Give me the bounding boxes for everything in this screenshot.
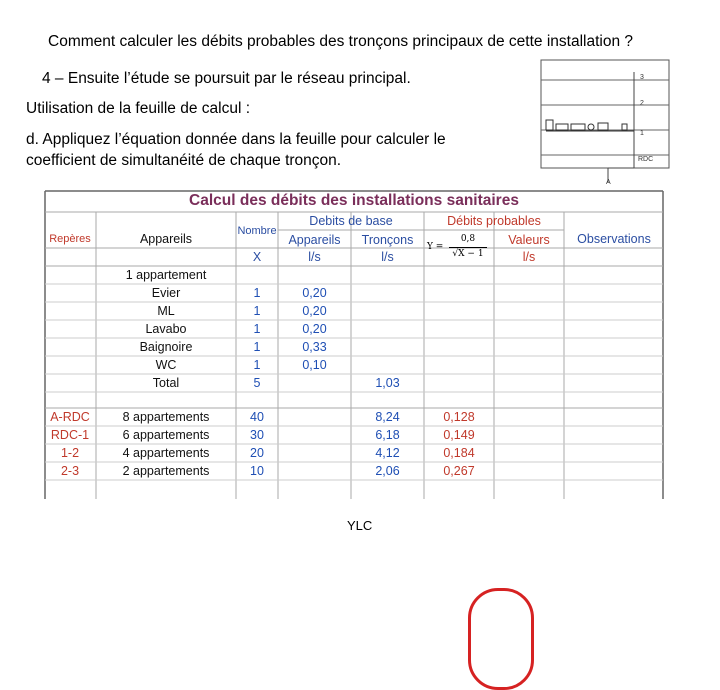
unit-ls-troncons: l/s xyxy=(381,250,394,264)
formula-denominator: √X − 1 xyxy=(452,249,484,259)
nombre-cell: 1 xyxy=(253,358,261,372)
schema-label-3: 3 xyxy=(640,74,644,81)
debit-appareil-cell: 0,20 xyxy=(302,304,327,318)
debit-troncon-cell: 6,18 xyxy=(375,428,400,442)
highlight-circle xyxy=(468,588,534,690)
nombre-cell: 30 xyxy=(250,428,264,442)
appareil-cell: WC xyxy=(155,358,177,372)
appareil-cell: Total xyxy=(152,376,180,390)
schema-label-rdc: RDC xyxy=(638,156,654,163)
y-value-cell: 0,149 xyxy=(443,428,475,442)
appareil-cell: 8 appartements xyxy=(122,410,210,424)
debit-troncon-cell: 1,03 xyxy=(375,376,400,390)
y-value-cell: 0,128 xyxy=(443,410,475,424)
repere-cell: 1-2 xyxy=(60,446,80,460)
appareil-cell: 4 appartements xyxy=(122,446,210,460)
footer-text: YLC xyxy=(347,518,373,533)
header-debits-probables: Débits probables xyxy=(447,214,541,228)
debit-appareil-cell: 0,33 xyxy=(302,340,327,354)
debit-appareil-cell: 0,20 xyxy=(302,286,327,300)
appareil-cell: Lavabo xyxy=(145,322,187,336)
unit-x: X xyxy=(252,250,262,264)
nombre-cell: 1 xyxy=(253,286,261,300)
nombre-cell: 1 xyxy=(253,340,261,354)
nombre-cell: 40 xyxy=(250,410,264,424)
repere-cell: RDC-1 xyxy=(50,428,90,442)
calculation-sheet xyxy=(44,190,664,500)
utilisation-text: Utilisation de la feuille de calcul : xyxy=(26,100,251,117)
schema-label-2: 2 xyxy=(640,100,644,107)
repere-cell: 2-3 xyxy=(60,464,80,478)
repere-cell: A-RDC xyxy=(50,410,90,424)
unit-ls-appareils: l/s xyxy=(308,250,321,264)
debit-troncon-cell: 2,06 xyxy=(375,464,400,478)
step-text: 4 – Ensuite l’étude se poursuit par le réseau principal. xyxy=(42,70,411,87)
nombre-cell: 20 xyxy=(250,446,264,460)
schema-label-1: 1 xyxy=(640,130,644,137)
debit-troncon-cell: 4,12 xyxy=(375,446,400,460)
header-nombre: Nombre xyxy=(237,225,277,237)
header-debits-base-troncons: Tronçons xyxy=(361,233,414,247)
nombre-cell: 10 xyxy=(250,464,264,478)
nombre-cell: 1 xyxy=(253,304,261,318)
header-valeurs: Valeurs xyxy=(508,233,550,247)
slide-title: Comment calculer les débits probables des tronçons principaux de cette installation ? xyxy=(48,33,634,50)
sheet-title: Calcul des débits des installations sanitaires xyxy=(189,192,519,209)
schematic-drawing xyxy=(538,58,678,188)
formula-y-label: Y = xyxy=(427,242,444,252)
header-debits-base-appareils: Appareils xyxy=(288,233,341,247)
schema-label-a: A xyxy=(606,179,611,186)
y-value-cell: 0,184 xyxy=(443,446,475,460)
y-value-cell: 0,267 xyxy=(443,464,475,478)
debit-appareil-cell: 0,10 xyxy=(302,358,327,372)
header-reperes: Repères xyxy=(49,233,91,245)
nombre-cell: 1 xyxy=(253,322,261,336)
appareil-cell: Evier xyxy=(151,286,181,300)
debit-troncon-cell: 8,24 xyxy=(375,410,400,424)
appareil-cell: Baignoire xyxy=(139,340,193,354)
appareil-cell: ML xyxy=(157,304,175,318)
unit-ls-valeurs: l/s xyxy=(522,250,536,264)
instruction-line-1: d. Appliquez l’équation donnée dans la feuille pour calculer le xyxy=(26,131,446,148)
nombre-cell: 5 xyxy=(253,376,261,390)
header-debits-base: Debits de base xyxy=(309,214,393,228)
appareil-cell: 1 appartement xyxy=(125,268,207,282)
formula-numerator: 0,8 xyxy=(460,234,476,244)
appareil-cell: 2 appartements xyxy=(122,464,210,478)
building-schematic xyxy=(538,58,678,188)
formula-y xyxy=(427,233,487,263)
appareil-cell: 6 appartements xyxy=(122,428,210,442)
instruction-line-2: coefficient de simultanéité de chaque tronçon. xyxy=(26,152,342,169)
debit-appareil-cell: 0,20 xyxy=(302,322,327,336)
header-appareils: Appareils xyxy=(139,232,193,246)
header-observations: Observations xyxy=(577,232,651,246)
